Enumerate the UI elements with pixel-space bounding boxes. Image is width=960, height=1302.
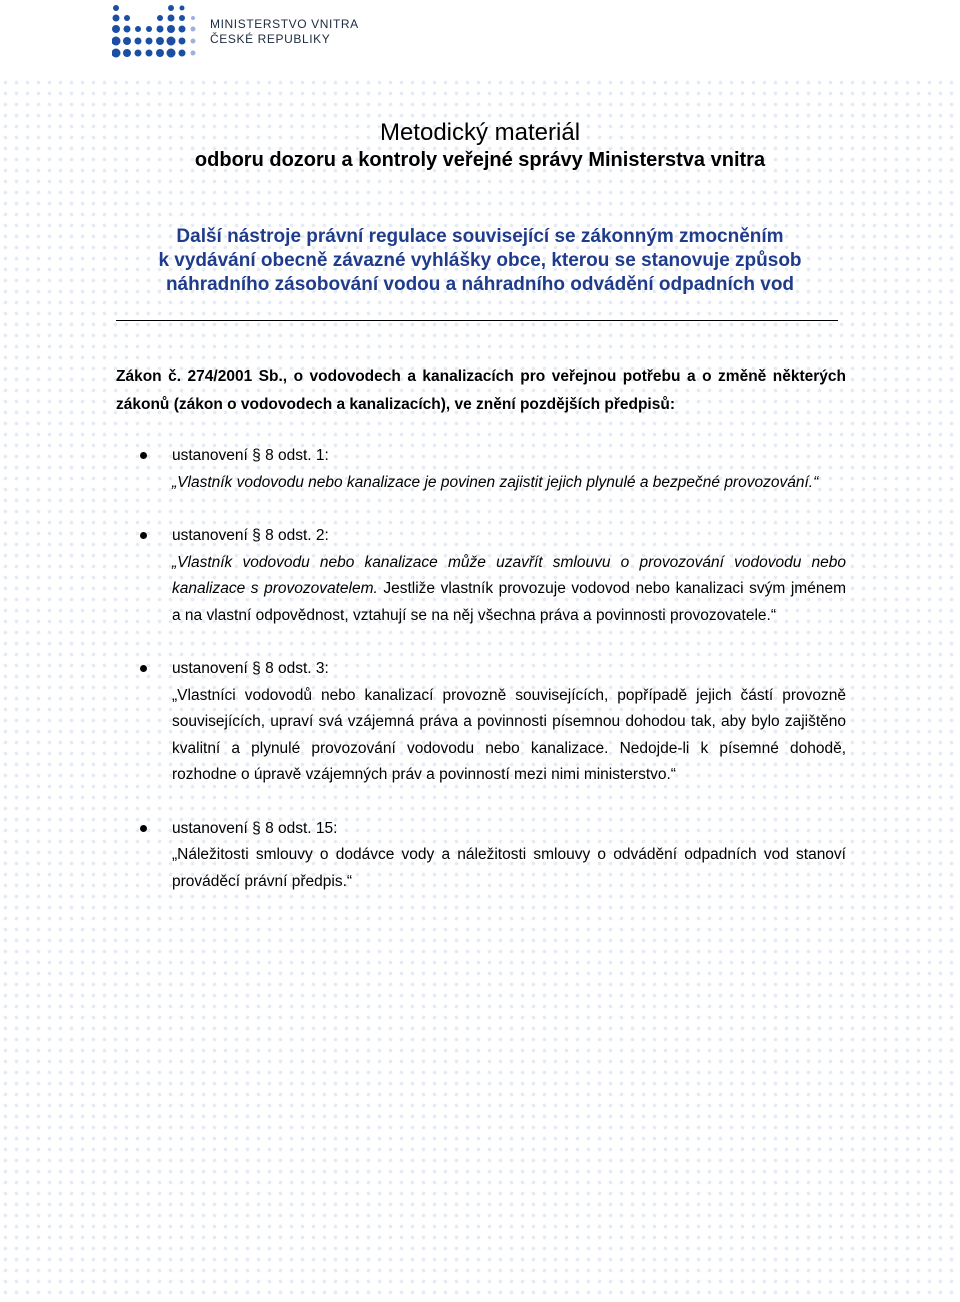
ministry-logo <box>112 2 362 62</box>
topic-heading <box>0 225 960 297</box>
provision-quote-plain: „Vlastníci vodovodů nebo kanalizací provozně souvisejících, popřípadě jejich částí provozně souvisejících, upraví svá vzájemná práva a povinnosti písemnou dohodou tak, aby bylo zajištěno kvalitní a plynulé provozování vodovodu nebo kanalizace. Nedojde-li k písemné dohodě, rozhodne o úpravě vzájemných práv a povinností mezi nimi ministerstvo.“ <box>172 686 846 783</box>
provision-item <box>0 656 846 789</box>
provision-item <box>0 523 846 629</box>
provision-label: ustanovení § 8 odst. 15: <box>172 819 338 837</box>
topic-heading-line: k vydávání obecně závazné vyhlášky obce, kterou se stanovuje způsob <box>158 250 802 271</box>
ministry-name <box>210 17 359 47</box>
bullet-icon <box>140 825 147 832</box>
ministry-name-line1: MINISTERSTVO VNITRA <box>210 17 359 31</box>
document-title: Metodický materiál <box>379 119 581 146</box>
horizontal-rule <box>116 320 838 321</box>
ministry-logo-icon <box>112 2 202 62</box>
law-reference: Zákon č. 274/2001 Sb., o vodovodech a kanalizacích pro veřejnou potřebu a o změně některých zákonů (zákon o vodovodech a kanalizacích), ve znění pozdějších předpisů: <box>116 368 846 413</box>
provision-quote-plain: Jestliže vlastník provozuje vodovod nebo kanalizaci svým jménem a na vlastní odpovědnost, vztahují se na něj všechna práva a povinnosti provozovatele.“ <box>172 580 846 624</box>
provision-item <box>0 443 846 496</box>
provision-item <box>0 816 846 896</box>
provision-label: ustanovení § 8 odst. 1: <box>172 447 329 464</box>
bullet-icon <box>140 532 147 539</box>
provision-quote-plain: „Náležitosti smlouvy o dodávce vody a náležitosti smlouvy o odvádění odpadních vod stanoví prováděcí právní předpis.“ <box>172 846 846 890</box>
provision-quote <box>172 842 846 895</box>
ministry-name-line2: ČESKÉ REPUBLIKY <box>210 32 331 46</box>
provision-quote <box>172 683 846 789</box>
bullet-icon <box>140 452 147 459</box>
bullet-icon <box>140 665 147 672</box>
provision-quote-italic: „Vlastník vodovodu nebo kanalizace může uzavřít smlouvu o provozování vodovodu nebo kanalizace s provozovatelem. <box>172 553 846 597</box>
provision-quote <box>172 470 846 497</box>
provision-list <box>0 443 960 922</box>
topic-heading-line: náhradního zásobování vodou a náhradního odvádění odpadních vod <box>165 274 795 295</box>
provision-quote-italic: „Vlastník vodovodu nebo kanalizace je povinen zajistit jejich plynulé a bezpečné provozování.“ <box>172 473 819 491</box>
provision-quote <box>172 550 846 630</box>
document-subtitle: odboru dozoru a kontroly veřejné správy Ministerstva vnitra <box>194 149 766 171</box>
provision-label: ustanovení § 8 odst. 2: <box>172 527 329 544</box>
provision-label: ustanovení § 8 odst. 3: <box>172 660 329 677</box>
topic-heading-line: Další nástroje právní regulace související se zákonným zmocněním <box>176 226 784 247</box>
